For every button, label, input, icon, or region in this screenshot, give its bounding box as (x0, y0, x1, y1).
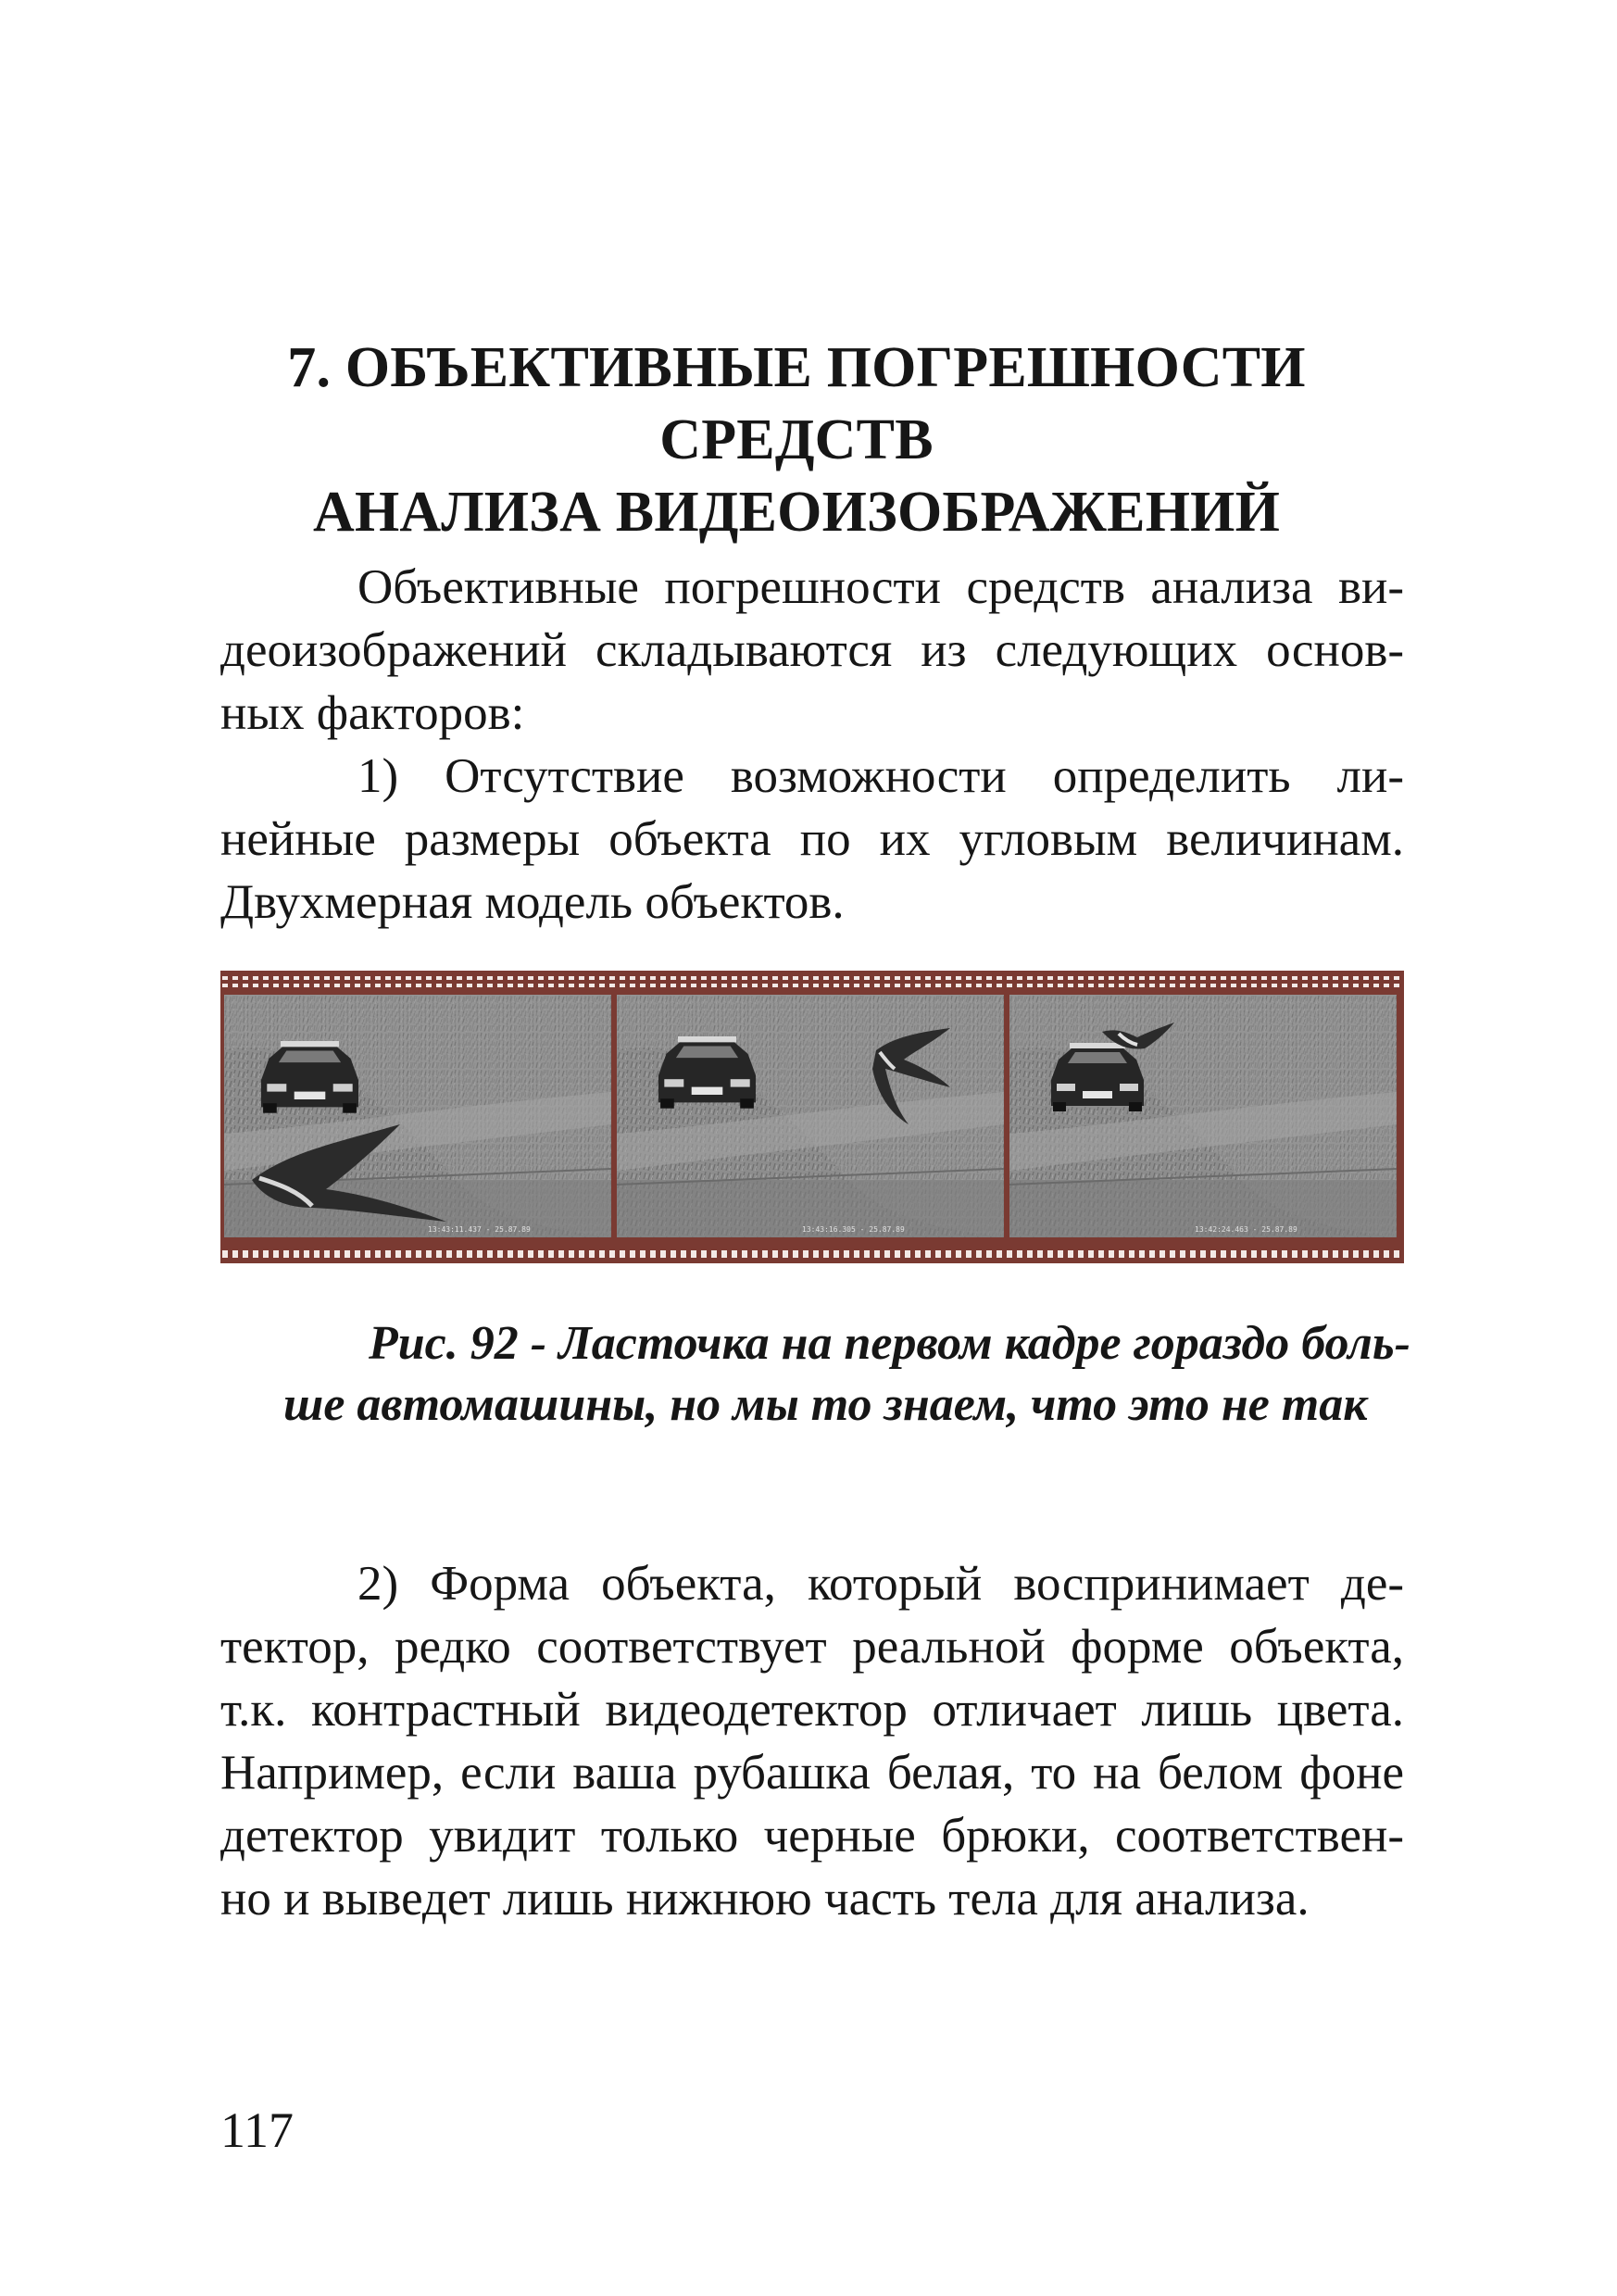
caption-line-2: ше автомашины, но мы то знаем, что это не так (283, 1378, 1368, 1431)
text-line: нейные размеры объекта по их угловым величинам. (220, 812, 1404, 866)
text-line: ных факторов: (220, 686, 525, 740)
frame-timestamp: 13:43:11.437 - 25.87.89 (428, 1225, 531, 1234)
text-line: т.к. контрастный видеодетектор отличает лишь цвета. (220, 1683, 1404, 1737)
item-2-paragraph (220, 1552, 1404, 1930)
film-frame-1 (224, 995, 611, 1237)
text-line: детектор увидит только черные брюки, соответствен- (220, 1809, 1404, 1863)
figure-caption (220, 1313, 1410, 1436)
frame-timestamp: 13:42:24.463 - 25.87.89 (1195, 1225, 1297, 1234)
text-line: Объективные погрешности средств анализа ви- (357, 560, 1404, 614)
chapter-heading-line-2: АНАЛИЗА ВИДЕОИЗОБРАЖЕНИЙ (312, 481, 1281, 544)
intro-paragraph (220, 556, 1404, 745)
item-1-paragraph (220, 745, 1404, 934)
text-line: но и выведет лишь нижнюю часть тела для анализа. (220, 1872, 1310, 1926)
figure-film-strip (220, 971, 1404, 1263)
text-line: Двухмерная модель объектов. (220, 875, 845, 929)
page-number: 117 (220, 2102, 294, 2158)
text-line: 2) Форма объекта, который воспринимает де- (357, 1557, 1404, 1611)
text-line: тектор, редко соответствует реальной форме объекта, (220, 1620, 1404, 1674)
text-line: деоизображений складываются из следующих основ- (220, 623, 1404, 677)
chapter-heading (185, 332, 1408, 548)
caption-line-1: Рис. 92 - Ласточка на первом кадре гораздо боль- (369, 1317, 1410, 1370)
frame-timestamp: 13:43:16.305 - 25.87.89 (802, 1225, 905, 1234)
film-frame-2 (617, 995, 1004, 1237)
text-line: 1) Отсутствие возможности определить ли- (357, 749, 1404, 803)
chapter-heading-line-1: 7. ОБЪЕКТИВНЫЕ ПОГРЕШНОСТИ СРЕДСТВ (287, 336, 1306, 471)
film-frame-3 (1009, 995, 1397, 1237)
text-line: Например, если ваша рубашка белая, то на белом фоне (220, 1746, 1404, 1800)
film-strip-image (220, 971, 1404, 1263)
